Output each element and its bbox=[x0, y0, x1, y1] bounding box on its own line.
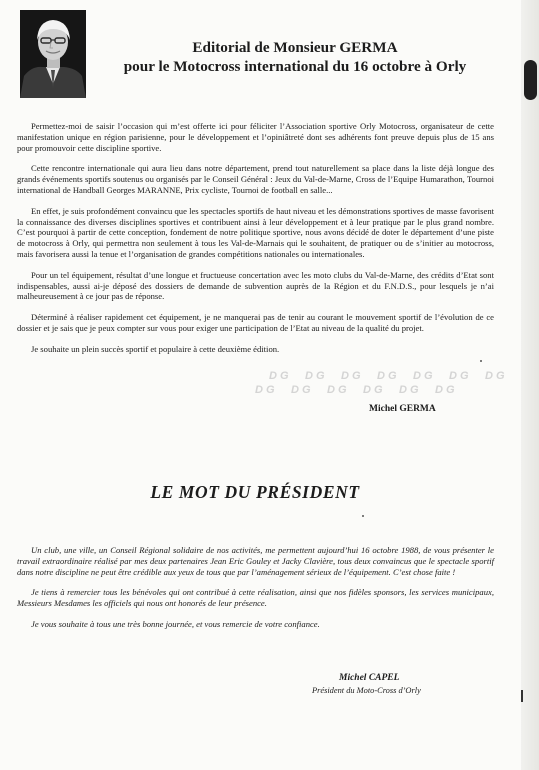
president-body bbox=[17, 545, 494, 640]
watermark-mark: DG bbox=[399, 384, 422, 396]
editorial-title-line2: pour le Motocross international du 16 octobre à Orly bbox=[123, 58, 467, 75]
president-paragraph: Je vous souhaite à tous une très bonne journée, et vous remercie de votre confiance. bbox=[31, 618, 320, 629]
president-signature-name: Michel CAPEL bbox=[339, 673, 400, 683]
president-paragraph: Un club, une ville, un Conseil Régional solidaire de nos activités, me permettent aujourd’hui 16 octobre 1988, de vous présenter le travail extraordinaire réalisé par mes deux partenaires Jean Eric Gouley et Jacky Clavière, tous deux convaincus que le spectacle sportif dans notre discipline ne peut être crédible aux yeux de tous que par l’aménagement sérieux de l’équipement. C’est chose faite ! bbox=[17, 545, 494, 577]
watermark-mark: DG bbox=[269, 370, 292, 382]
editorial-title bbox=[100, 38, 490, 76]
watermark-mark: DG bbox=[305, 370, 328, 382]
watermark-mark: DG bbox=[449, 370, 472, 382]
binding-tick bbox=[521, 690, 523, 702]
editorial-signature: Michel GERMA bbox=[369, 404, 436, 414]
editorial-body bbox=[17, 121, 494, 355]
print-speck bbox=[480, 360, 482, 362]
president-signature-role: Président du Moto-Cross d’Orly bbox=[312, 686, 421, 695]
president-paragraph: Je tiens à remercier tous les bénévoles qui ont contribué à cette réalisation, ainsi que nos fidèles sponsors, les services municipaux, Messieurs Mesdames les officiels qui nous ont honorés de leur présence. bbox=[17, 587, 494, 609]
watermark-mark: DG bbox=[363, 384, 386, 396]
editorial-paragraph: En effet, je suis profondément convaincu que les spectacles sportifs de haut niveau et les démonstrations sportives de masse favorisent la connaissance des diverses disciplines sportives et contribuent ainsi à leur développement et à leur pratique par le plus grand nombre. C’est pourquoi à partir de cette conception, fondement de notre politique sportive, nous avons décidé de doter le département d’une piste de motocross à Orly, qui permettra non seulement à tous les Val-de-Marnais qui le souhaitent, de pratiquer ou de s’initier au motocross, mais favorisera aussi la tenue et l’organisation de grandes compétitions nationales ou internationales. bbox=[17, 205, 494, 259]
watermark-mark: DG bbox=[485, 370, 508, 382]
watermark-mark: DG bbox=[341, 370, 364, 382]
watermark-mark: DG bbox=[291, 384, 314, 396]
watermark-mark: DG bbox=[327, 384, 350, 396]
editorial-paragraph: Cette rencontre internationale qui aura lieu dans notre département, prend tout naturellement sa place dans la liste déjà longue des grands événements sportifs soutenus ou organisés par le Conseil Général : Jeux du Val-de-Marne, Cross de l’Equipe Humarathon, Tournoi international de Handball Georges MARANNE, Prix cycliste, Tournoi de football en salle... bbox=[17, 163, 494, 195]
editorial-paragraph: Pour un tel équipement, résultat d’une longue et fructueuse concertation avec les moto clubs du Val-de-Marne, des crédits d’Etat sont indispensables, aussi ai-je déposé des dossiers de demande de subvention auprès de la Région et du F.N.D.S., pour lesquels je n’ai malheureusement à ce jour pas de réponse. bbox=[17, 269, 494, 302]
watermark-mark: DG bbox=[255, 384, 278, 396]
binding-mark bbox=[524, 60, 537, 100]
editorial-title-line1: Editorial de Monsieur GERMA bbox=[192, 39, 398, 56]
page-edge bbox=[521, 0, 539, 770]
president-title: LE MOT DU PRÉSIDENT bbox=[150, 482, 360, 502]
watermark-mark: DG bbox=[435, 384, 458, 396]
editorial-paragraph: Je souhaite un plein succès sportif et populaire à cette deuxième édition. bbox=[31, 343, 280, 354]
watermark bbox=[255, 368, 508, 402]
print-speck bbox=[362, 515, 364, 517]
editorial-paragraph: Déterminé à réaliser rapidement cet équipement, je ne manquerai pas de tenir au courant le mouvement sportif de l’évolution de ce dossier et je sais que je peux compter sur vous pour exiger une participation de l’Etat au niveau de la qualité du projet. bbox=[17, 312, 494, 333]
editorial-paragraph: Permettez-moi de saisir l’occasion qui m’est offerte ici pour féliciter l’Association sportive Orly Motocross, organisateur de cette manifestation unique en région parisienne, pour le développement et l’opiniâtreté dont ses adhérents font preuve depuis plus de 15 ans pour promouvoir cette discipline sportive. bbox=[17, 121, 494, 153]
watermark-mark: DG bbox=[377, 370, 400, 382]
watermark-mark: DG bbox=[413, 370, 436, 382]
portrait-photo bbox=[20, 10, 86, 98]
